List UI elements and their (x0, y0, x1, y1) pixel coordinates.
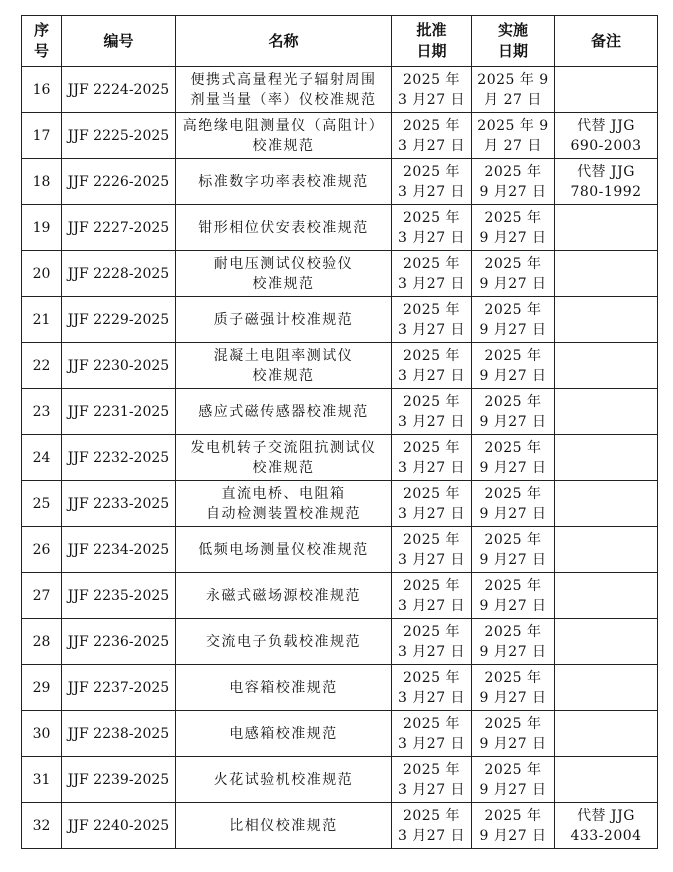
cell-line: 校准规范 (252, 367, 315, 384)
cell-line: 690-2003 (570, 137, 642, 154)
cell-line: 标准数字功率表校准规范 (198, 173, 369, 190)
cell-notes (555, 665, 658, 711)
cell-line: 3 月27 日 (397, 367, 466, 384)
cell-notes (555, 159, 658, 205)
cell-line: 2025 年 (402, 163, 461, 180)
cell-line: 2025 年 (402, 531, 461, 548)
cell-approve-date (392, 711, 472, 757)
cell-line: 耐电压测试仪校验仪 (213, 255, 354, 272)
table-row (22, 159, 658, 205)
cell-approve-date (392, 481, 472, 527)
standards-table (21, 15, 658, 849)
cell-impl-date (472, 389, 555, 435)
cell-line: 2025 年 (402, 301, 461, 318)
header-seq (22, 16, 62, 67)
cell-line: 2025 年 (484, 485, 542, 502)
cell-line: 3 月27 日 (397, 229, 466, 246)
cell-line: 编号 (103, 31, 134, 50)
cell-line: 备注 (590, 31, 621, 50)
cell-code: JJF 2224-2025 (62, 67, 176, 113)
cell-code: JJF 2239-2025 (62, 757, 176, 803)
cell-name (176, 481, 392, 527)
cell-name (176, 619, 392, 665)
cell-impl-date (472, 757, 555, 803)
cell-code: JJF 2230-2025 (62, 343, 176, 389)
cell-impl-date (472, 67, 555, 113)
cell-approve-date (392, 527, 472, 573)
cell-line: 2025 年 (402, 117, 461, 134)
cell-line: 2025 年 (402, 347, 461, 364)
cell-line: 9 月27 日 (479, 321, 547, 338)
cell-line: 火花试验机校准规范 (213, 771, 354, 788)
cell-line: 2025 年 (484, 301, 542, 318)
cell-impl-date (472, 527, 555, 573)
cell-line: 感应式磁传感器校准规范 (198, 403, 369, 420)
cell-approve-date (392, 159, 472, 205)
cell-line: 日期 (497, 42, 528, 60)
cell-notes (555, 67, 658, 113)
cell-approve-date (392, 665, 472, 711)
cell-code: JJF 2231-2025 (62, 389, 176, 435)
cell-line: 校准规范 (252, 137, 315, 154)
cell-seq: 17 (22, 113, 62, 159)
cell-seq: 25 (22, 481, 62, 527)
cell-line: 2025 年 (484, 577, 542, 594)
cell-name (176, 665, 392, 711)
cell-name (176, 297, 392, 343)
cell-impl-date (472, 803, 555, 849)
cell-code: JJF 2234-2025 (62, 527, 176, 573)
cell-line: 号 (33, 42, 49, 60)
cell-line: 混凝土电阻率测试仪 (213, 347, 354, 364)
table-body (22, 67, 658, 849)
cell-name (176, 527, 392, 573)
cell-line: 2025 年 (402, 807, 461, 824)
cell-line: 9 月27 日 (479, 413, 547, 430)
cell-approve-date (392, 343, 472, 389)
cell-line: 日期 (416, 42, 447, 60)
cell-line: 直流电桥、电阻箱 (221, 485, 346, 502)
cell-line: 2025 年 (484, 209, 542, 226)
header-row (22, 16, 658, 67)
cell-approve-date (392, 67, 472, 113)
header-notes (555, 16, 658, 67)
cell-notes (555, 343, 658, 389)
cell-seq: 20 (22, 251, 62, 297)
cell-line: 代替 JJG (577, 117, 635, 134)
cell-impl-date (472, 251, 555, 297)
cell-seq: 26 (22, 527, 62, 573)
cell-line: 9 月27 日 (479, 689, 547, 706)
table-row (22, 343, 658, 389)
cell-code: JJF 2237-2025 (62, 665, 176, 711)
cell-line: 钳形相位伏安表校准规范 (198, 219, 369, 236)
cell-approve-date (392, 205, 472, 251)
cell-name (176, 251, 392, 297)
cell-line: 2025 年 9 (477, 117, 549, 134)
cell-code: JJF 2233-2025 (62, 481, 176, 527)
cell-line: 月 27 日 (484, 91, 542, 108)
table-row (22, 67, 658, 113)
cell-notes (555, 619, 658, 665)
cell-line: 电容箱校准规范 (229, 679, 338, 696)
cell-line: 名称 (268, 31, 299, 50)
cell-line: 发电机转子交流阻抗测试仪 (190, 439, 377, 456)
cell-name (176, 343, 392, 389)
table-row (22, 113, 658, 159)
cell-impl-date (472, 573, 555, 619)
cell-line: 2025 年 (484, 439, 542, 456)
cell-line: 2025 年 (484, 163, 542, 180)
table-row (22, 251, 658, 297)
cell-line: 9 月27 日 (479, 229, 547, 246)
cell-line: 3 月27 日 (397, 597, 466, 614)
cell-notes (555, 803, 658, 849)
cell-approve-date (392, 435, 472, 481)
cell-line: 永磁式磁场源校准规范 (206, 587, 361, 604)
cell-line: 3 月27 日 (397, 643, 466, 660)
cell-seq: 30 (22, 711, 62, 757)
cell-notes (555, 389, 658, 435)
cell-line: 3 月27 日 (397, 551, 466, 568)
cell-code: JJF 2226-2025 (62, 159, 176, 205)
cell-seq: 18 (22, 159, 62, 205)
cell-notes (555, 297, 658, 343)
cell-seq: 22 (22, 343, 62, 389)
cell-name (176, 757, 392, 803)
cell-line: 3 月27 日 (397, 137, 466, 154)
table-row (22, 573, 658, 619)
cell-code: JJF 2228-2025 (62, 251, 176, 297)
cell-seq: 19 (22, 205, 62, 251)
cell-line: 自动检测装置校准规范 (206, 505, 361, 522)
cell-line: 2025 年 (484, 393, 542, 410)
cell-name (176, 435, 392, 481)
cell-line: 3 月27 日 (397, 413, 466, 430)
table-row (22, 803, 658, 849)
cell-line: 2025 年 (484, 531, 542, 548)
cell-code: JJF 2227-2025 (62, 205, 176, 251)
cell-notes (555, 113, 658, 159)
cell-name (176, 159, 392, 205)
cell-line: 2025 年 (402, 485, 461, 502)
cell-line: 剂量当量（率）仪校准规范 (190, 91, 377, 108)
cell-name (176, 67, 392, 113)
cell-notes (555, 757, 658, 803)
cell-line: 9 月27 日 (479, 597, 547, 614)
header-name (176, 16, 392, 67)
cell-line: 实施 (497, 21, 528, 39)
cell-impl-date (472, 481, 555, 527)
cell-approve-date (392, 251, 472, 297)
cell-line: 序 (33, 21, 49, 39)
cell-line: 3 月27 日 (397, 459, 466, 476)
cell-impl-date (472, 205, 555, 251)
cell-line: 2025 年 (402, 577, 461, 594)
table-row (22, 527, 658, 573)
cell-code: JJF 2240-2025 (62, 803, 176, 849)
cell-notes (555, 711, 658, 757)
header-approve-date (392, 16, 472, 67)
cell-notes (555, 481, 658, 527)
cell-approve-date (392, 297, 472, 343)
cell-line: 2025 年 (402, 715, 461, 732)
cell-line: 3 月27 日 (397, 781, 466, 798)
cell-seq: 23 (22, 389, 62, 435)
cell-seq: 28 (22, 619, 62, 665)
cell-code: JJF 2235-2025 (62, 573, 176, 619)
cell-line: 高绝缘电阻测量仪（高阻计） (182, 117, 385, 134)
cell-code: JJF 2225-2025 (62, 113, 176, 159)
cell-impl-date (472, 711, 555, 757)
cell-line: 2025 年 (484, 255, 542, 272)
cell-notes (555, 251, 658, 297)
table-row (22, 389, 658, 435)
cell-impl-date (472, 297, 555, 343)
cell-impl-date (472, 113, 555, 159)
table-row (22, 205, 658, 251)
header-code (62, 16, 176, 67)
cell-seq: 24 (22, 435, 62, 481)
cell-line: 433-2004 (570, 827, 642, 844)
cell-notes (555, 527, 658, 573)
cell-seq: 31 (22, 757, 62, 803)
cell-impl-date (472, 435, 555, 481)
cell-seq: 21 (22, 297, 62, 343)
cell-approve-date (392, 803, 472, 849)
cell-line: 3 月27 日 (397, 689, 466, 706)
cell-line: 2025 年 (402, 255, 461, 272)
table-row (22, 757, 658, 803)
cell-impl-date (472, 619, 555, 665)
cell-line: 3 月27 日 (397, 183, 466, 200)
cell-line: 780-1992 (570, 183, 642, 200)
cell-line: 比相仪校准规范 (229, 817, 338, 834)
cell-code: JJF 2236-2025 (62, 619, 176, 665)
cell-line: 2025 年 (402, 669, 461, 686)
cell-line: 3 月27 日 (397, 827, 466, 844)
cell-code: JJF 2238-2025 (62, 711, 176, 757)
cell-line: 2025 年 (484, 761, 542, 778)
cell-approve-date (392, 757, 472, 803)
table-row (22, 435, 658, 481)
cell-line: 2025 年 (402, 71, 461, 88)
cell-code: JJF 2232-2025 (62, 435, 176, 481)
cell-approve-date (392, 619, 472, 665)
cell-name (176, 205, 392, 251)
cell-notes (555, 573, 658, 619)
cell-line: 3 月27 日 (397, 735, 466, 752)
cell-line: 代替 JJG (577, 163, 635, 180)
cell-impl-date (472, 343, 555, 389)
cell-line: 9 月27 日 (479, 643, 547, 660)
cell-name (176, 803, 392, 849)
cell-line: 2025 年 (402, 393, 461, 410)
cell-line: 电感箱校准规范 (229, 725, 338, 742)
cell-line: 交流电子负载校准规范 (206, 633, 361, 650)
cell-line: 2025 年 (484, 623, 542, 640)
cell-line: 低频电场测量仪校准规范 (198, 541, 369, 558)
cell-line: 9 月27 日 (479, 827, 547, 844)
cell-line: 批准 (416, 21, 447, 39)
cell-seq: 32 (22, 803, 62, 849)
cell-name (176, 389, 392, 435)
cell-line: 3 月27 日 (397, 275, 466, 292)
cell-line: 3 月27 日 (397, 321, 466, 338)
cell-line: 校准规范 (252, 275, 315, 292)
cell-line: 9 月27 日 (479, 781, 547, 798)
table-row (22, 711, 658, 757)
cell-line: 9 月27 日 (479, 505, 547, 522)
cell-name (176, 573, 392, 619)
table-row (22, 481, 658, 527)
header-impl-date (472, 16, 555, 67)
cell-line: 9 月27 日 (479, 183, 547, 200)
cell-notes (555, 435, 658, 481)
cell-seq: 16 (22, 67, 62, 113)
cell-approve-date (392, 389, 472, 435)
cell-line: 2025 年 (402, 761, 461, 778)
cell-line: 9 月27 日 (479, 735, 547, 752)
cell-line: 3 月27 日 (397, 505, 466, 522)
cell-line: 便携式高量程光子辐射周围 (190, 71, 377, 88)
cell-impl-date (472, 159, 555, 205)
cell-line: 9 月27 日 (479, 459, 547, 476)
cell-line: 2025 年 (484, 807, 542, 824)
cell-name (176, 113, 392, 159)
cell-line: 2025 年 (484, 669, 542, 686)
cell-line: 9 月27 日 (479, 275, 547, 292)
cell-name (176, 711, 392, 757)
cell-line: 2025 年 (402, 209, 461, 226)
cell-line: 质子磁强计校准规范 (213, 311, 354, 328)
cell-line: 2025 年 (484, 347, 542, 364)
cell-code: JJF 2229-2025 (62, 297, 176, 343)
cell-seq: 27 (22, 573, 62, 619)
cell-line: 月 27 日 (484, 137, 542, 154)
cell-line: 9 月27 日 (479, 551, 547, 568)
cell-line: 2025 年 (402, 623, 461, 640)
cell-line: 9 月27 日 (479, 367, 547, 384)
table-header (22, 16, 658, 67)
cell-seq: 29 (22, 665, 62, 711)
cell-line: 3 月27 日 (397, 91, 466, 108)
table-row (22, 665, 658, 711)
cell-line: 校准规范 (252, 459, 315, 476)
cell-line: 2025 年 (484, 715, 542, 732)
table-row (22, 297, 658, 343)
cell-approve-date (392, 573, 472, 619)
cell-notes (555, 205, 658, 251)
cell-line: 2025 年 (402, 439, 461, 456)
cell-approve-date (392, 113, 472, 159)
table-row (22, 619, 658, 665)
cell-line: 代替 JJG (577, 807, 635, 824)
cell-line: 2025 年 9 (477, 71, 549, 88)
cell-impl-date (472, 665, 555, 711)
